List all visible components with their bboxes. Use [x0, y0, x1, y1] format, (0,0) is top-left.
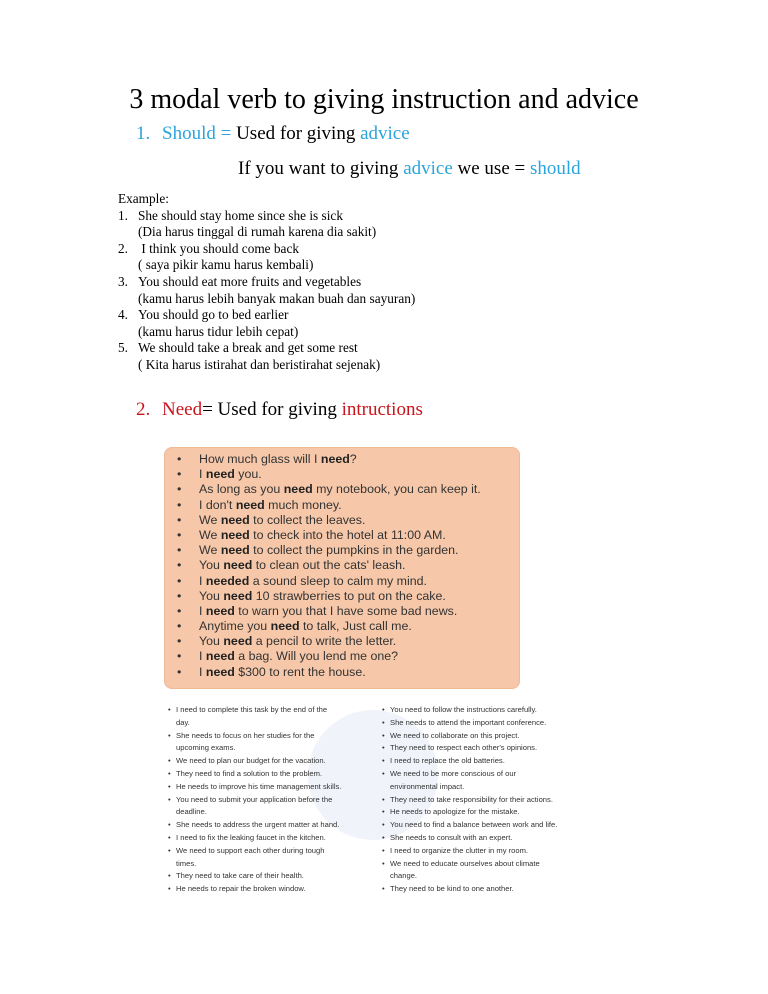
bullet-icon: • — [168, 730, 171, 740]
need-sentence-line — [382, 870, 582, 883]
need-example-item — [177, 574, 519, 589]
bullet-icon: • — [382, 794, 385, 804]
need-example-post: ? — [349, 452, 357, 466]
need-example-item — [177, 452, 519, 467]
need-sentence-text: I need to fix the leaking faucet in the kitchen. — [176, 832, 326, 842]
need-sentence-line — [168, 768, 368, 781]
need-example-post: a pencil to write the letter. — [252, 634, 397, 649]
bullet-icon: • — [177, 634, 182, 649]
need-heading-rest: = Used for giving — [202, 399, 342, 420]
need-sentence-text: They need to take care of their health. — [176, 871, 304, 881]
example-translation-row — [118, 291, 415, 308]
need-sentence-text: He needs to improve his time management skills. — [176, 781, 342, 791]
need-sentence-line — [168, 781, 368, 794]
should-rule — [238, 157, 581, 181]
need-sentence-line — [168, 755, 368, 768]
page-title: 3 modal verb to giving instruction and advice — [129, 84, 639, 115]
need-example-pre: I don't — [199, 497, 236, 512]
need-example-text — [199, 634, 396, 649]
need-sentence-line — [168, 819, 368, 832]
bullet-icon: • — [168, 820, 171, 830]
need-example-text — [199, 665, 366, 680]
example-translation: ( Kita harus istirahat dan beristirahat sejenak) — [138, 356, 381, 372]
should-rule-mid: we use = — [452, 158, 530, 179]
example-indent — [118, 324, 138, 341]
need-example-item — [177, 634, 519, 649]
need-example-pre: I — [199, 664, 206, 679]
need-sentence-line — [168, 717, 368, 730]
example-translation-row — [118, 357, 415, 374]
bullet-icon: • — [177, 603, 182, 618]
need-example-bold: need — [223, 588, 253, 603]
need-example-text — [199, 543, 458, 558]
need-example-post: to talk, Just call me. — [299, 619, 412, 634]
need-example-item — [177, 498, 519, 513]
example-translation: (kamu harus tidur lebih cepat) — [138, 323, 299, 339]
bullet-icon: • — [168, 832, 171, 842]
bullet-icon: • — [177, 573, 182, 588]
need-example-text — [199, 467, 262, 482]
bullet-icon: • — [177, 619, 182, 634]
need-sentence-line — [382, 755, 582, 768]
need-example-pre: I — [199, 573, 206, 588]
should-heading-advice: advice — [360, 123, 410, 144]
bullet-icon: • — [382, 884, 385, 894]
need-sentence-line — [382, 781, 582, 794]
example-item — [118, 340, 415, 357]
bullet-icon: • — [168, 871, 171, 881]
example-translation-row — [118, 324, 415, 341]
example-number: 3. — [118, 273, 128, 289]
need-sentence-text: We need to be more conscious of our — [390, 768, 517, 778]
need-example-text — [199, 452, 357, 467]
need-sentence-line — [168, 742, 368, 755]
bullet-icon: • — [382, 705, 385, 714]
example-number: 2. — [118, 240, 128, 256]
need-examples-list — [177, 452, 519, 680]
need-heading — [136, 398, 423, 422]
need-sentence-text: She needs to consult with an expert. — [390, 832, 513, 842]
need-example-post: to clean out the cats' leash. — [252, 558, 406, 573]
bullet-icon: • — [177, 588, 182, 603]
need-example-pre: We — [199, 512, 221, 527]
need-sentence-line — [168, 730, 368, 743]
need-example-post: to collect the pumpkins in the garden. — [249, 543, 459, 558]
need-sentences-left-column — [168, 704, 368, 896]
need-example-post: a sound sleep to calm my mind. — [249, 573, 427, 588]
need-sentences-image — [168, 700, 578, 900]
need-example-text — [199, 513, 365, 528]
need-example-text — [199, 498, 342, 513]
bullet-icon: • — [177, 664, 182, 679]
need-sentence-line — [382, 845, 582, 858]
bullet-indent — [168, 858, 176, 871]
example-number: 1. — [118, 207, 128, 223]
need-sentence-text: change. — [390, 871, 418, 881]
should-equals: = — [215, 123, 237, 144]
bullet-indent — [382, 781, 390, 794]
need-example-bold: need — [270, 619, 300, 634]
bullet-icon: • — [168, 794, 171, 804]
need-example-bold: need — [205, 603, 235, 618]
need-example-bold: need — [223, 558, 253, 573]
bullet-indent — [168, 717, 176, 730]
need-example-pre: We — [199, 543, 221, 558]
need-sentence-text: I need to organize the clutter in my room. — [390, 845, 529, 855]
bullet-icon: • — [382, 730, 385, 740]
bullet-icon: • — [382, 845, 385, 855]
example-number: 5. — [118, 340, 128, 356]
need-example-text — [199, 619, 412, 634]
bullet-icon: • — [382, 807, 385, 817]
need-example-pre: We — [199, 527, 221, 542]
need-example-text — [199, 589, 446, 604]
bullet-icon: • — [177, 649, 182, 664]
bullet-icon: • — [177, 558, 182, 573]
need-sentence-text: She needs to address the urgent matter at hand. — [176, 820, 340, 830]
example-item — [118, 241, 415, 258]
example-translation: ( saya pikir kamu harus kembali) — [138, 257, 314, 273]
need-example-text — [199, 604, 457, 619]
bullet-icon: • — [177, 543, 182, 558]
bullet-indent — [382, 870, 390, 883]
need-example-pre: As long as you — [199, 482, 284, 497]
need-heading-instructions: intructions — [341, 399, 423, 420]
need-example-post: to check into the hotel at 11:00 AM. — [249, 527, 446, 542]
need-example-item — [177, 649, 519, 664]
need-example-item — [177, 528, 519, 543]
need-example-pre: You — [199, 634, 224, 649]
need-example-item — [177, 543, 519, 558]
need-sentence-line — [382, 883, 582, 896]
bullet-icon: • — [177, 497, 182, 512]
should-heading — [136, 122, 410, 146]
need-example-item — [177, 589, 519, 604]
need-sentence-line — [168, 832, 368, 845]
need-example-text — [199, 574, 427, 589]
should-examples — [118, 191, 415, 374]
bullet-icon: • — [177, 452, 182, 466]
need-example-bold: needed — [205, 573, 250, 588]
need-sentence-text: She needs to focus on her studies for the — [176, 730, 315, 740]
need-sentence-text: You need to find a balance between work and life. — [390, 820, 558, 830]
need-example-item — [177, 558, 519, 573]
example-indent — [118, 291, 138, 308]
bullet-icon: • — [382, 858, 385, 868]
bullet-icon: • — [168, 768, 171, 778]
bullet-icon: • — [177, 482, 182, 497]
need-example-bold: need — [220, 543, 250, 558]
need-example-bold: need — [205, 664, 235, 679]
example-translation-row — [118, 224, 415, 241]
need-sentence-line — [382, 768, 582, 781]
bullet-icon: • — [168, 884, 171, 894]
need-example-item — [177, 482, 519, 497]
bullet-icon: • — [382, 743, 385, 753]
bullet-icon: • — [382, 832, 385, 842]
bullet-icon: • — [382, 820, 385, 830]
need-sentence-line — [168, 845, 368, 858]
example-number: 4. — [118, 307, 128, 323]
need-example-bold: need — [320, 452, 350, 466]
should-heading-number: 1. — [136, 123, 151, 144]
example-translation-row — [118, 257, 415, 274]
example-item — [118, 307, 415, 324]
need-sentence-line — [382, 704, 582, 717]
need-sentence-text: times. — [176, 858, 197, 868]
example-label: Example: — [118, 191, 169, 206]
should-heading-rest: Used for giving — [236, 123, 361, 144]
bullet-icon: • — [177, 527, 182, 542]
bullet-icon: • — [168, 781, 171, 791]
need-heading-number: 2. — [136, 399, 151, 420]
example-sentence: I think you should come back — [138, 240, 300, 256]
need-sentence-text: They need to be kind to one another. — [390, 884, 514, 894]
example-item — [118, 208, 415, 225]
need-example-post: to warn you that I have some bad news. — [234, 603, 458, 618]
need-example-post: to collect the leaves. — [249, 512, 366, 527]
need-example-pre: I — [199, 603, 206, 618]
bullet-indent — [168, 742, 176, 755]
need-example-pre: Anytime you — [199, 619, 271, 634]
bullet-icon: • — [382, 768, 385, 778]
need-example-pre: You — [199, 588, 224, 603]
need-example-post: $300 to rent the house. — [234, 664, 366, 679]
need-example-post: 10 strawberries to put on the cake. — [252, 588, 446, 603]
example-translation: (kamu harus lebih banyak makan buah dan sayuran) — [138, 290, 416, 306]
need-sentence-text: We need to collaborate on this project. — [390, 730, 520, 740]
example-sentence: We should take a break and get some rest — [138, 340, 358, 356]
need-sentence-text: They need to take responsibility for their actions. — [390, 794, 553, 804]
need-example-item — [177, 665, 519, 680]
need-sentence-line — [168, 806, 368, 819]
bullet-icon: • — [168, 756, 171, 766]
should-rule-should: should — [529, 158, 581, 179]
bullet-icon: • — [382, 756, 385, 766]
need-sentence-line — [382, 730, 582, 743]
need-example-post: a bag. Will you lend me one? — [234, 649, 399, 664]
need-example-post: much money. — [264, 497, 342, 512]
need-sentence-line — [168, 870, 368, 883]
need-sentence-line — [382, 806, 582, 819]
need-sentence-line — [382, 717, 582, 730]
need-example-item — [177, 619, 519, 634]
need-example-text — [199, 482, 481, 497]
bullet-icon: • — [177, 512, 182, 527]
need-sentence-line — [382, 742, 582, 755]
need-example-text — [199, 558, 406, 573]
example-list — [118, 208, 415, 374]
need-examples-box — [164, 447, 520, 689]
example-indent — [118, 357, 138, 374]
need-sentence-line — [382, 794, 582, 807]
need-sentence-line — [382, 858, 582, 871]
need-example-post: you. — [234, 467, 262, 482]
need-sentence-line — [382, 832, 582, 845]
need-sentence-text: upcoming exams. — [176, 743, 236, 753]
need-sentence-text: She needs to attend the important conference. — [390, 717, 547, 727]
should-rule-prefix: If you want to giving — [238, 158, 404, 179]
need-sentence-line — [382, 819, 582, 832]
example-sentence: You should go to bed earlier — [138, 307, 289, 323]
need-sentence-text: You need to follow the instructions carefully. — [390, 705, 537, 714]
example-item — [118, 274, 415, 291]
need-sentence-text: I need to replace the old batteries. — [390, 756, 505, 766]
need-sentence-text: They need to respect each other's opinions. — [390, 743, 538, 753]
bullet-icon: • — [177, 467, 182, 482]
need-example-item — [177, 513, 519, 528]
need-example-pre: I — [199, 467, 206, 482]
bullet-icon: • — [168, 705, 171, 714]
need-sentence-text: We need to educate ourselves about climate — [390, 858, 540, 868]
need-sentence-text: environmental impact. — [390, 781, 465, 791]
bullet-indent — [168, 806, 176, 819]
should-word: Should — [162, 123, 216, 144]
need-example-bold: need — [283, 482, 313, 497]
need-example-item — [177, 467, 519, 482]
need-example-pre: I — [199, 649, 206, 664]
need-sentence-text: deadline. — [176, 807, 207, 817]
bullet-icon: • — [168, 845, 171, 855]
need-sentence-line — [168, 704, 368, 717]
need-sentence-text: We need to plan our budget for the vacation. — [176, 756, 326, 766]
need-sentence-text: He needs to repair the broken window. — [176, 884, 306, 894]
need-example-bold: need — [205, 649, 235, 664]
need-sentence-text: They need to find a solution to the problem. — [176, 768, 323, 778]
need-sentence-text: day. — [176, 717, 190, 727]
need-example-bold: need — [220, 512, 250, 527]
need-sentence-line — [168, 858, 368, 871]
need-example-bold: need — [235, 497, 265, 512]
example-indent — [118, 257, 138, 274]
need-example-pre: How much glass will I — [199, 452, 321, 466]
need-example-bold: need — [205, 467, 235, 482]
need-example-text — [199, 649, 398, 664]
bullet-icon: • — [382, 717, 385, 727]
need-sentence-text: We need to support each other during tough — [176, 845, 325, 855]
need-sentence-text: He needs to apologize for the mistake. — [390, 807, 520, 817]
need-sentence-text: I need to complete this task by the end of the — [176, 705, 328, 714]
need-example-bold: need — [220, 527, 250, 542]
should-rule-advice: advice — [403, 158, 453, 179]
need-word: Need — [162, 399, 203, 420]
need-example-post: my notebook, you can keep it. — [312, 482, 481, 497]
example-translation: (Dia harus tinggal di rumah karena dia sakit) — [138, 224, 377, 240]
need-sentence-line — [168, 794, 368, 807]
example-indent — [118, 224, 138, 241]
need-sentence-text: You need to submit your application before the — [176, 794, 333, 804]
need-example-pre: You — [199, 558, 224, 573]
need-example-bold: need — [223, 634, 253, 649]
need-example-text — [199, 528, 446, 543]
example-sentence: She should stay home since she is sick — [138, 207, 343, 223]
example-sentence: You should eat more fruits and vegetables — [138, 273, 362, 289]
need-sentence-line — [168, 883, 368, 896]
need-sentences-right-column — [382, 704, 582, 896]
need-example-item — [177, 604, 519, 619]
